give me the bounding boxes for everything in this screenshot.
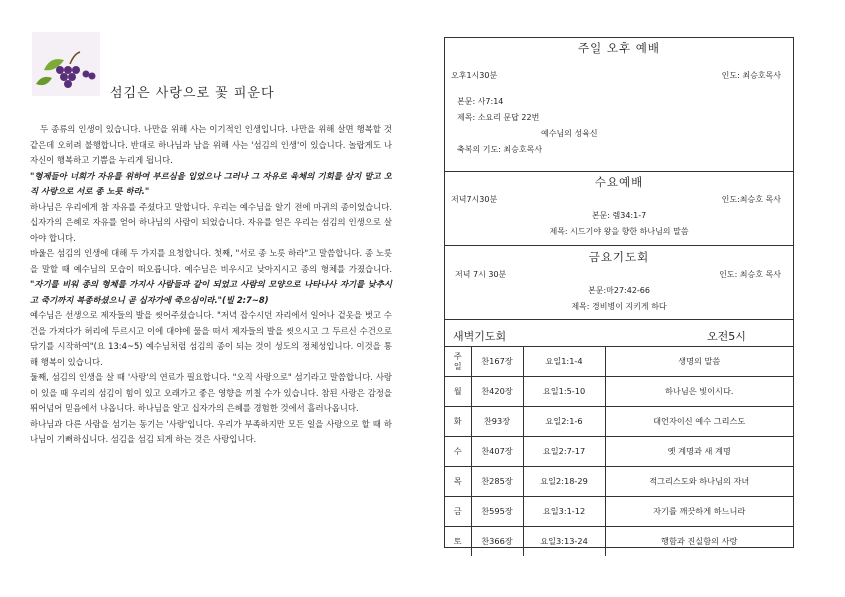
sunday-time: 오후1시30분 — [451, 71, 498, 80]
dawn-hymn: 찬420장 — [471, 377, 523, 407]
dawn-day: 금 — [445, 497, 471, 527]
friday-time: 저녁 7시 30분 — [455, 270, 507, 279]
sunday-title: 주일 오후 예배 — [578, 41, 660, 55]
dawn-scripture: 요일3:13-24 — [523, 527, 605, 557]
friday-leader: 인도: 최승호 목사 — [719, 270, 781, 279]
philippians-quote: "자기를 비워 종의 형체를 가지사 사람들과 같이 되었고 사람의 모양으로 나타나사 자기를 낮추시고 죽기까지 복종하셨으니 곧 십자가에 죽으심이라."(빌 2:7~8) — [30, 279, 392, 305]
dawn-schedule-table — [445, 346, 793, 556]
dawn-topic: 옛 계명과 새 계명 — [605, 437, 793, 467]
dawn-topic: 적그리스도와 하나님의 자녀 — [605, 467, 793, 497]
dawn-day: 수 — [445, 437, 471, 467]
dawn-section — [445, 320, 793, 556]
sunday-leader: 인도: 최승호목사 — [721, 71, 781, 80]
dawn-topic: 생명의 말씀 — [605, 347, 793, 377]
sunday-catechism: 제목: 소요리 문답 22번 — [457, 113, 540, 122]
friday-section — [445, 246, 793, 320]
sunday-scripture: 본문: 사7:14 — [457, 97, 504, 106]
dawn-hymn: 찬285장 — [471, 467, 523, 497]
dawn-topic: 행함과 진실함의 사랑 — [605, 527, 793, 557]
dawn-time: 오전5시 — [707, 330, 746, 343]
wednesday-scripture: 본문: 렘34:1-7 — [591, 211, 647, 220]
dawn-row — [445, 377, 793, 407]
dawn-day: 화 — [445, 407, 471, 437]
paragraph-4: 바울은 섬김의 인생에 대해 두 가지를 요청합니다. 첫째, "서로 종 노릇 하라"고 말씀합니다. 종 노릇을 말할 때 예수님의 모습이 떠오릅니다. 예수님은 비우시고 낮아지시고 종의 형체를 가졌습니다. "자기를 비워 종의 형체를 가지사 사람들과 같이 되었고 사람의 모양으로 나타나사 자기를 낮추시고 죽기까지 복종하셨으니 곧 십자가에 죽으심이라."(빌 2:7~8) — [30, 248, 392, 305]
dawn-scripture: 요일1:5-10 — [523, 377, 605, 407]
dawn-topic: 하나님은 빛이시다. — [605, 377, 793, 407]
paragraph-3: 하나님은 우리에게 참 자유를 주셨다고 말합니다. 우리는 예수님을 알기 전에 마귀의 종이었습니다. 십자가의 은혜로 자유를 얻어 하나님의 사람이 되었습니다. 자유를 얻은 우리는 섬김의 인생으로 살아야 합니다. — [30, 201, 392, 243]
dawn-day: 월 — [445, 377, 471, 407]
wednesday-leader: 인도:최승호 목사 — [721, 195, 781, 204]
friday-title: 금요기도회 — [588, 250, 650, 264]
dawn-scripture: 요일2:7-17 — [523, 437, 605, 467]
dawn-scripture: 요일1:1-4 — [523, 347, 605, 377]
dawn-hymn: 찬407장 — [471, 437, 523, 467]
wednesday-section — [445, 172, 793, 246]
sunday-sermon: 예수님의 성육신 — [541, 129, 598, 138]
paragraph-7: 하나님과 다른 사람을 섬기는 동기는 '사랑'입니다. 우리가 부족하지만 모든 일을 사랑으로 할 때 하나님이 기뻐하십니다. 섬김을 섬김 되게 하는 것은 사랑입니다. — [30, 418, 392, 444]
dawn-topic: 대언자이신 예수 그리스도 — [605, 407, 793, 437]
dawn-row — [445, 527, 793, 557]
dawn-hymn: 찬93장 — [471, 407, 523, 437]
dawn-row — [445, 467, 793, 497]
paragraph-1: 두 종류의 인생이 있습니다. 나만을 위해 사는 이기적인 인생입니다. 나만을 위해 살면 행복할 것 같은데 오히려 불행합니다. 반대로 하나님과 남을 위해 사는 '섬김의 인생'이 있습니다. 놀랍게도 나 자신이 행복하고 기쁨을 누리게 됩니다. — [30, 124, 392, 165]
dawn-topic: 자기를 깨끗하게 하느니라 — [605, 497, 793, 527]
dawn-hymn: 찬167장 — [471, 347, 523, 377]
wednesday-title: 수요예배 — [594, 175, 644, 189]
dawn-scripture: 요일3:1-12 — [523, 497, 605, 527]
paragraph-5: 예수님은 선생으로 제자들의 발을 씻어주셨습니다. "저녁 잡수시던 자리에서 일어나 겉옷을 벗고 수건을 가져다가 허리에 두르시고 이에 대야에 물을 떠서 제자들의 발을 씻으시고 그 두르신 수건으로 닦기를 시작하여"(요 13:4~5) 예수님처럼 섬김의 종이 되는 것이 성도의 정체성입니다. 이것을 통해 행복이 있습니다. — [30, 310, 392, 367]
dawn-day: 주일 — [445, 347, 471, 377]
grape-illustration — [30, 30, 102, 100]
dawn-row — [445, 407, 793, 437]
dawn-scripture: 요일2:1-6 — [523, 407, 605, 437]
paragraph-6: 둘째, 섬김의 인생을 살 때 '사랑'의 연료가 필요합니다. "오직 사랑으로" 섬기라고 말씀합니다. 사랑이 있을 때 우리의 섬김이 힘이 있고 오래가고 좋은 영향을 끼칠 수가 있습니다. 참된 사랑은 감정을 뛰어넘어 믿음에서 나옵니다. 하나님을 알고 십자가의 은혜를 경험한 것에서 흘러나옵니다. — [30, 372, 392, 413]
dawn-row — [445, 437, 793, 467]
wednesday-sermon: 제목: 시드기야 왕을 향한 하나님의 말씀 — [549, 227, 689, 236]
worship-schedule — [444, 37, 794, 548]
paragraph-2-quote: "형제들아 너희가 자유를 위하여 부르심을 입었으나 그러나 그 자유로 육체의 기회를 삼지 말고 오직 사랑으로 서로 종 노릇 하라." — [30, 170, 392, 196]
sunday-blessing: 축복의 기도: 최승호목사 — [457, 145, 543, 154]
dawn-row — [445, 347, 793, 377]
friday-sermon: 제목: 경비병이 지키게 하다 — [571, 302, 667, 311]
sermon-title: 섬김은 사랑으로 꽃 피운다 — [110, 86, 275, 101]
dawn-title: 새벽기도회 — [453, 330, 507, 343]
friday-scripture: 본문:마27:42-66 — [587, 286, 650, 295]
dawn-row — [445, 497, 793, 527]
dawn-day: 토 — [445, 527, 471, 557]
sermon-body — [30, 122, 392, 448]
dawn-scripture: 요일2:18-29 — [523, 467, 605, 497]
dawn-hymn: 찬595장 — [471, 497, 523, 527]
dawn-hymn: 찬366장 — [471, 527, 523, 557]
dawn-day: 목 — [445, 467, 471, 497]
wednesday-time: 저녁7시30분 — [451, 195, 498, 204]
sunday-section — [445, 38, 793, 172]
